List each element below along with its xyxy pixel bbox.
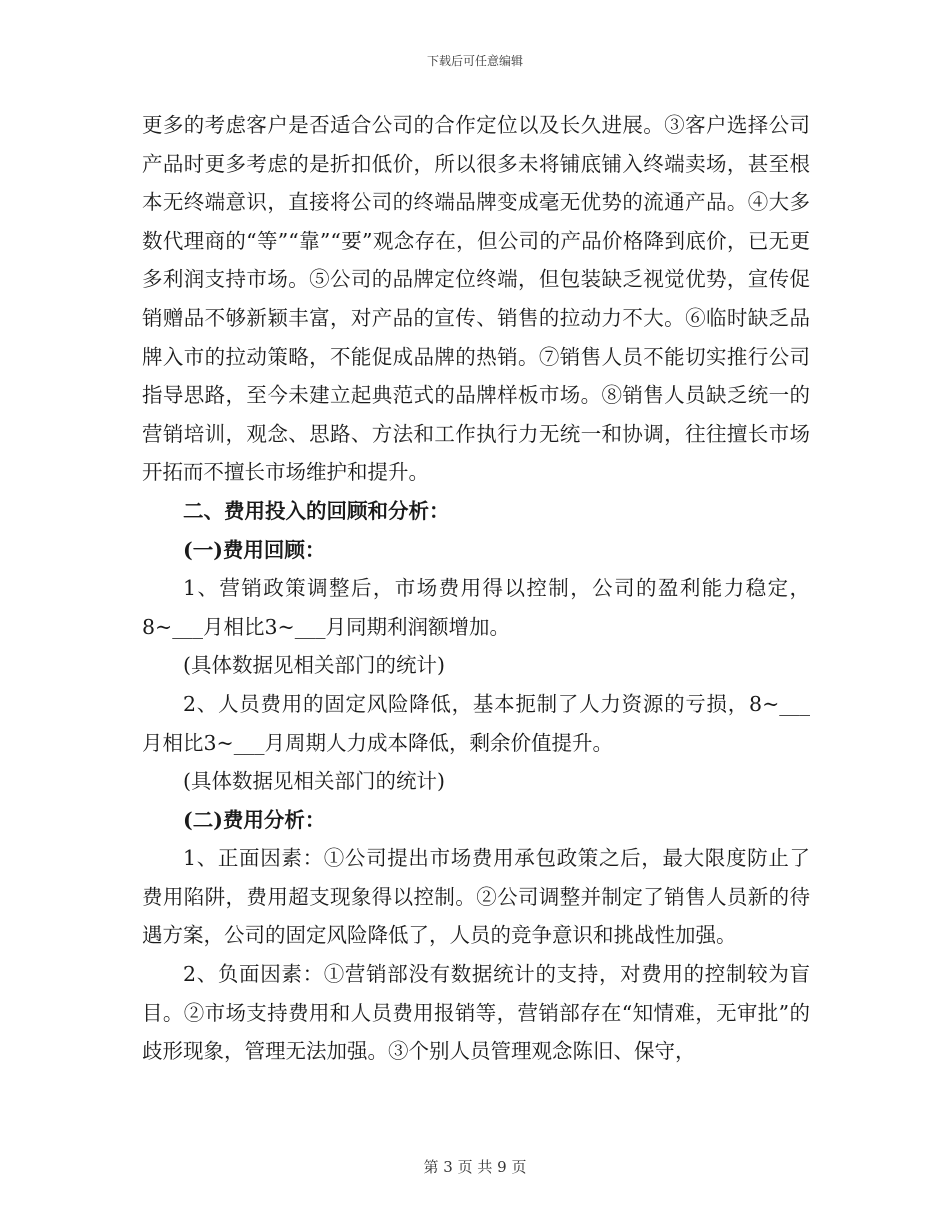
paragraph-item-2: 2、人员费用的固定风险降低，基本扼制了人力资源的亏损，8~___月相比3~___月周期人力成本降低，剩余价值提升。: [142, 691, 810, 755]
paragraph-item-1: 1、营销政策调整后，市场费用得以控制，公司的盈利能力稳定，8~___月相比3~___月同期利润额增加。: [142, 576, 810, 639]
section-heading-cost-review: 二、费用投入的回顾和分析：: [183, 498, 450, 523]
paragraph-continuation: 更多的考虑客户是否适合公司的合作定位以及长久进展。③客户选择公司产品时更多考虑的是折扣低价，所以很多未将铺底铺入终端卖场，甚至根本无终端意识，直接将公司的终端品牌变成毫无优势的流通产品。④大多数代理商的“等”“靠”“要”观念存在，但公司的产品价格降到底价，已无更多利润支持市场。⑤公司的品牌定位终端，但包装缺乏视觉优势，宣传促销赠品不够新颖丰富，对产品的宣传、销售的拉动力不大。⑥临时缺乏品牌入市的拉动策略，不能促成品牌的热销。⑦销售人员不能切实推行公司指导思路，至今未建立起典范式的品牌样板市场。⑧销售人员缺乏统一的营销培训，观念、思路、方法和工作执行力无统一和协调，往往擅长市场开拓而不擅长市场维护和提升。: [142, 113, 810, 485]
paragraph-positive-factors: 1、正面因素：①公司提出市场费用承包政策之后，最大限度防止了费用陷阱，费用超支现象得以控制。②公司调整并制定了销售人员新的待遇方案，公司的固定风险降低了，人员的竞争意识和挑战性加强。: [142, 846, 810, 948]
paragraph-note-2: (具体数据见相关部门的统计): [183, 769, 445, 794]
document-body: [142, 106, 810, 1071]
subheading-cost-review: (一)费用回顾：: [183, 537, 326, 562]
page-header: 下载后可任意编辑: [426, 54, 523, 68]
subheading-cost-analysis: (二)费用分析：: [183, 807, 326, 832]
paragraph-note-1: (具体数据见相关部门的统计): [183, 653, 445, 678]
page-number: 第 3 页 共 9 页: [423, 1158, 527, 1176]
paragraph-negative-factors: 2、负面因素：①营销部没有数据统计的支持，对费用的控制较为盲目。②市场支持费用和人员费用报销等，营销部存在“知情难，无审批”的歧形现象，管理无法加强。③个别人员管理观念陈旧、保守，: [142, 962, 810, 1064]
